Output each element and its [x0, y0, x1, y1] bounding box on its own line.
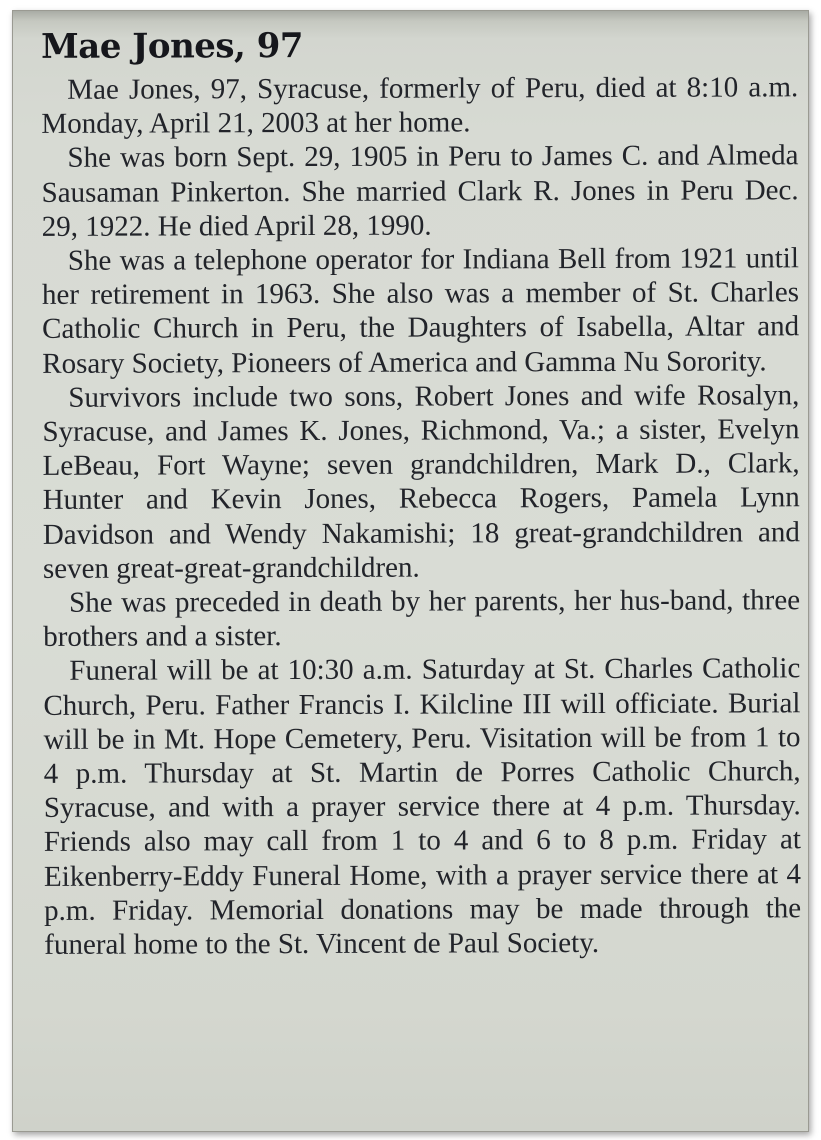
obituary-paragraph-preceded: She was preceded in death by her parents, her hus-band, three brothers and a sister.: [43, 584, 801, 654]
obituary-paragraph-death: Mae Jones, 97, Syracuse, formerly of Peru, died at 8:10 a.m. Monday, April 21, 2003 at her home.: [41, 71, 799, 141]
obituary-article: [13, 10, 809, 1132]
newspaper-clipping-photo: [12, 10, 809, 1132]
obituary-paragraph-survivors: Survivors include two sons, Robert Jones and wife Rosalyn, Syracuse, and James K. Jones, Richmond, Va.; a sister, Evelyn LeBeau, Fort Wayne; seven grandchildren, Mark D., Clark, Hunter and Kevin Jones, Rebecca Rogers, Pamela Lynn Davidson and Wendy Nakamishi; 18 great-grandchildren and seven great-great-grandchildren.: [42, 379, 800, 585]
obituary-paragraph-funeral: Funeral will be at 10:30 a.m. Saturday at St. Charles Catholic Church, Peru. Father Francis I. Kilcline III will officiate. Burial will be in Mt. Hope Cemetery, Peru. Visitation will be from 1 to 4 p.m. Thursday at St. Martin de Porres Catholic Church, Syracuse, and with a prayer service there at 4 p.m. Thursday. Friends also may call from 1 to 4 and 6 to 8 p.m. Friday at Eikenberry-Eddy Funeral Home, with a prayer service there at 4 p.m. Friday. Memorial donations may be made through the funeral home to the St. Vincent de Paul Society.: [43, 652, 802, 961]
obituary-paragraph-career: She was a telephone operator for Indiana Bell from 1921 until her retirement in 1963. She also was a member of St. Charles Catholic Church in Peru, the Daughters of Isabella, Altar and Rosary Society, Pioneers of America and Gamma Nu Sorority.: [41, 242, 800, 380]
obituary-paragraph-birth-marriage: She was born Sept. 29, 1905 in Peru to James C. and Almeda Sausaman Pinkerton. She married Clark R. Jones in Peru Dec. 29, 1922. He died April 28, 1990.: [41, 139, 799, 243]
obituary-headline: Mae Jones, 97: [41, 25, 304, 67]
